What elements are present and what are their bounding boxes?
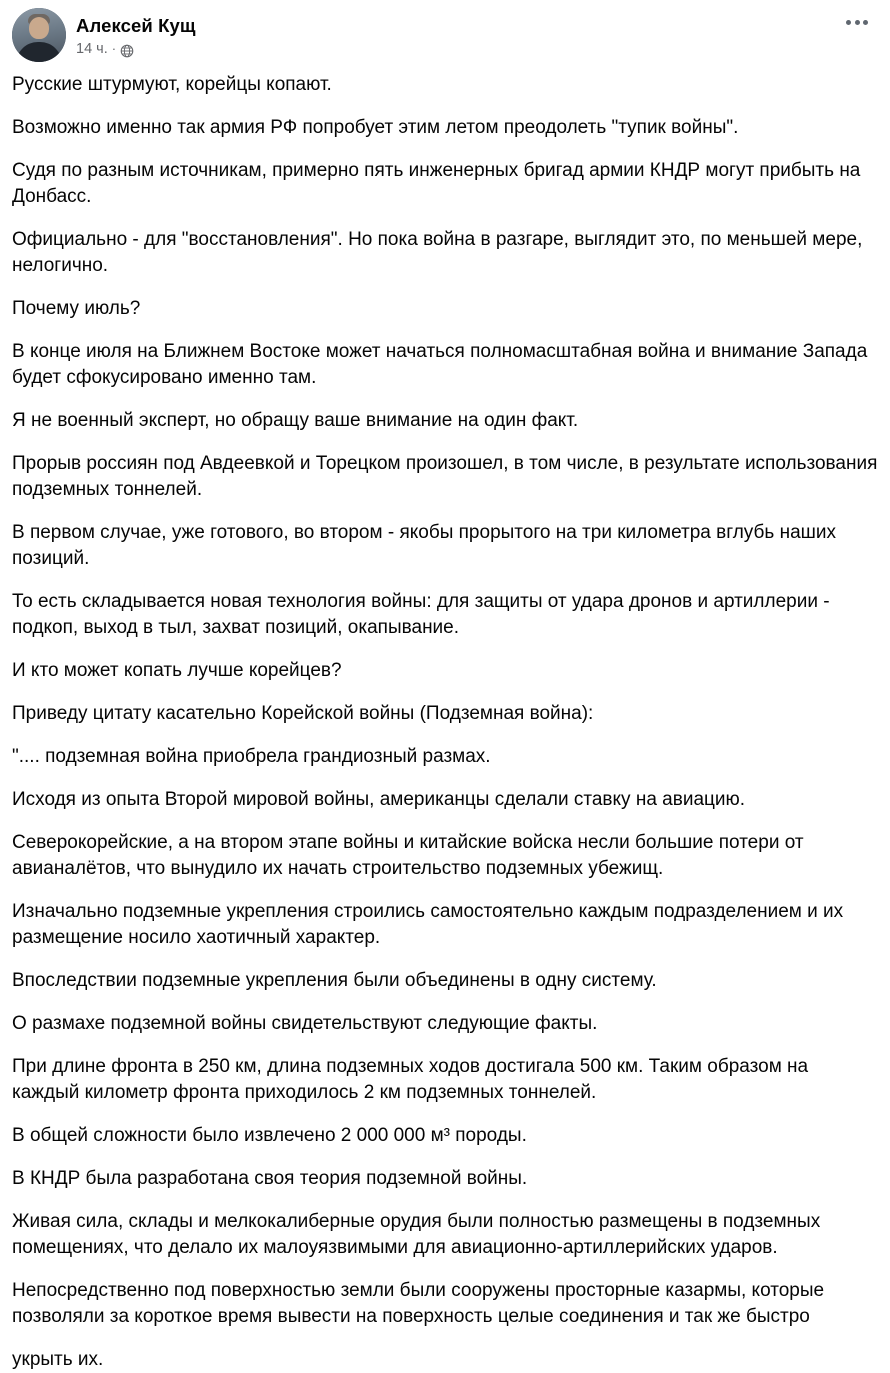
post-paragraph: Живая сила, склады и мелкокалиберные орудия были полностью размещены в подземных помещениях, что делало их малоуязвимыми для авиационно-артиллерийских ударов. (12, 1211, 821, 1258)
avatar[interactable] (12, 8, 66, 62)
post-paragraph: Северокорейские, а на втором этапе войны и китайские войска несли большие потери от авианалётов, что вынудило их начать строительство подземных убежищ. (12, 832, 804, 879)
post-paragraph: ".... подземная война приобрела грандиозный размах. (12, 746, 491, 767)
post-body (0, 64, 890, 1373)
avatar-face (29, 17, 49, 39)
post-paragraph: То есть складывается новая технология войны: для защиты от удара дронов и артиллерии - подкоп, выход в тыл, захват позиций, окапывание. (12, 591, 830, 638)
post-header (0, 0, 890, 64)
post-paragraph: И кто может копать лучше корейцев? (12, 660, 342, 681)
dot (863, 20, 868, 25)
dot (846, 20, 851, 25)
globe-icon[interactable] (120, 44, 134, 58)
post-paragraph: При длине фронта в 250 км, длина подземных ходов достигала 500 км. Таким образом на каждый километр фронта приходилось 2 км подземных тоннелей. (12, 1056, 809, 1103)
post-paragraph: Русские штурмуют, корейцы копают. (12, 74, 332, 95)
post-meta (76, 40, 196, 58)
more-options-icon[interactable] (840, 14, 874, 31)
post-paragraph: В конце июля на Ближнем Востоке может начаться полномасштабная война и внимание Запада будет сфокусировано именно там. (12, 341, 868, 388)
post-paragraph: Изначально подземные укрепления строились самостоятельно каждым подразделением и их размещение носило хаотичный характер. (12, 901, 844, 948)
post-paragraph: В первом случае, уже готового, во втором - якобы прорытого на три километра вглубь наших позиций. (12, 522, 836, 569)
post-paragraph: Приведу цитату касательно Корейской войны (Подземная война): (12, 703, 594, 724)
post-paragraph: Судя по разным источникам, примерно пять инженерных бригад армии КНДР могут прибыть на Донбасс. (12, 160, 861, 207)
post-paragraph: Почему июль? (12, 298, 141, 319)
post-timestamp[interactable]: 14 ч. (76, 40, 108, 57)
dot (855, 20, 860, 25)
post-header-text (76, 8, 196, 62)
post-paragraph: Прорыв россиян под Авдеевкой и Торецком произошел, в том числе, в результате использования подземных тоннелей. (12, 453, 878, 500)
post-paragraph: Исходя из опыта Второй мировой войны, американцы сделали ставку на авиацию. (12, 789, 746, 810)
post-paragraph: Я не военный эксперт, но обращу ваше внимание на один факт. (12, 410, 579, 431)
post-paragraph-clipped: укрыть их. (12, 1349, 104, 1370)
post-paragraph: Возможно именно так армия РФ попробует этим летом преодолеть "тупик войны". (12, 117, 739, 138)
post-paragraph: Непосредственно под поверхностью земли были сооружены просторные казармы, которые позволяли за короткое время вывести на поверхность целые соединения и так же быстро (12, 1280, 825, 1327)
post-paragraph: О размахе подземной войны свидетельствуют следующие факты. (12, 1013, 598, 1034)
post-paragraph: Официально - для "восстановления". Но пока война в разгаре, выглядит это, по меньшей мере, нелогично. (12, 229, 863, 276)
post-paragraph: В общей сложности было извлечено 2 000 000 м³ породы. (12, 1125, 527, 1146)
post-paragraph: Впоследствии подземные укрепления были объединены в одну систему. (12, 970, 657, 991)
meta-separator: · (111, 40, 117, 56)
author-name[interactable]: Алексей Кущ (76, 14, 196, 36)
post-paragraph: В КНДР была разработана своя теория подземной войны. (12, 1168, 528, 1189)
